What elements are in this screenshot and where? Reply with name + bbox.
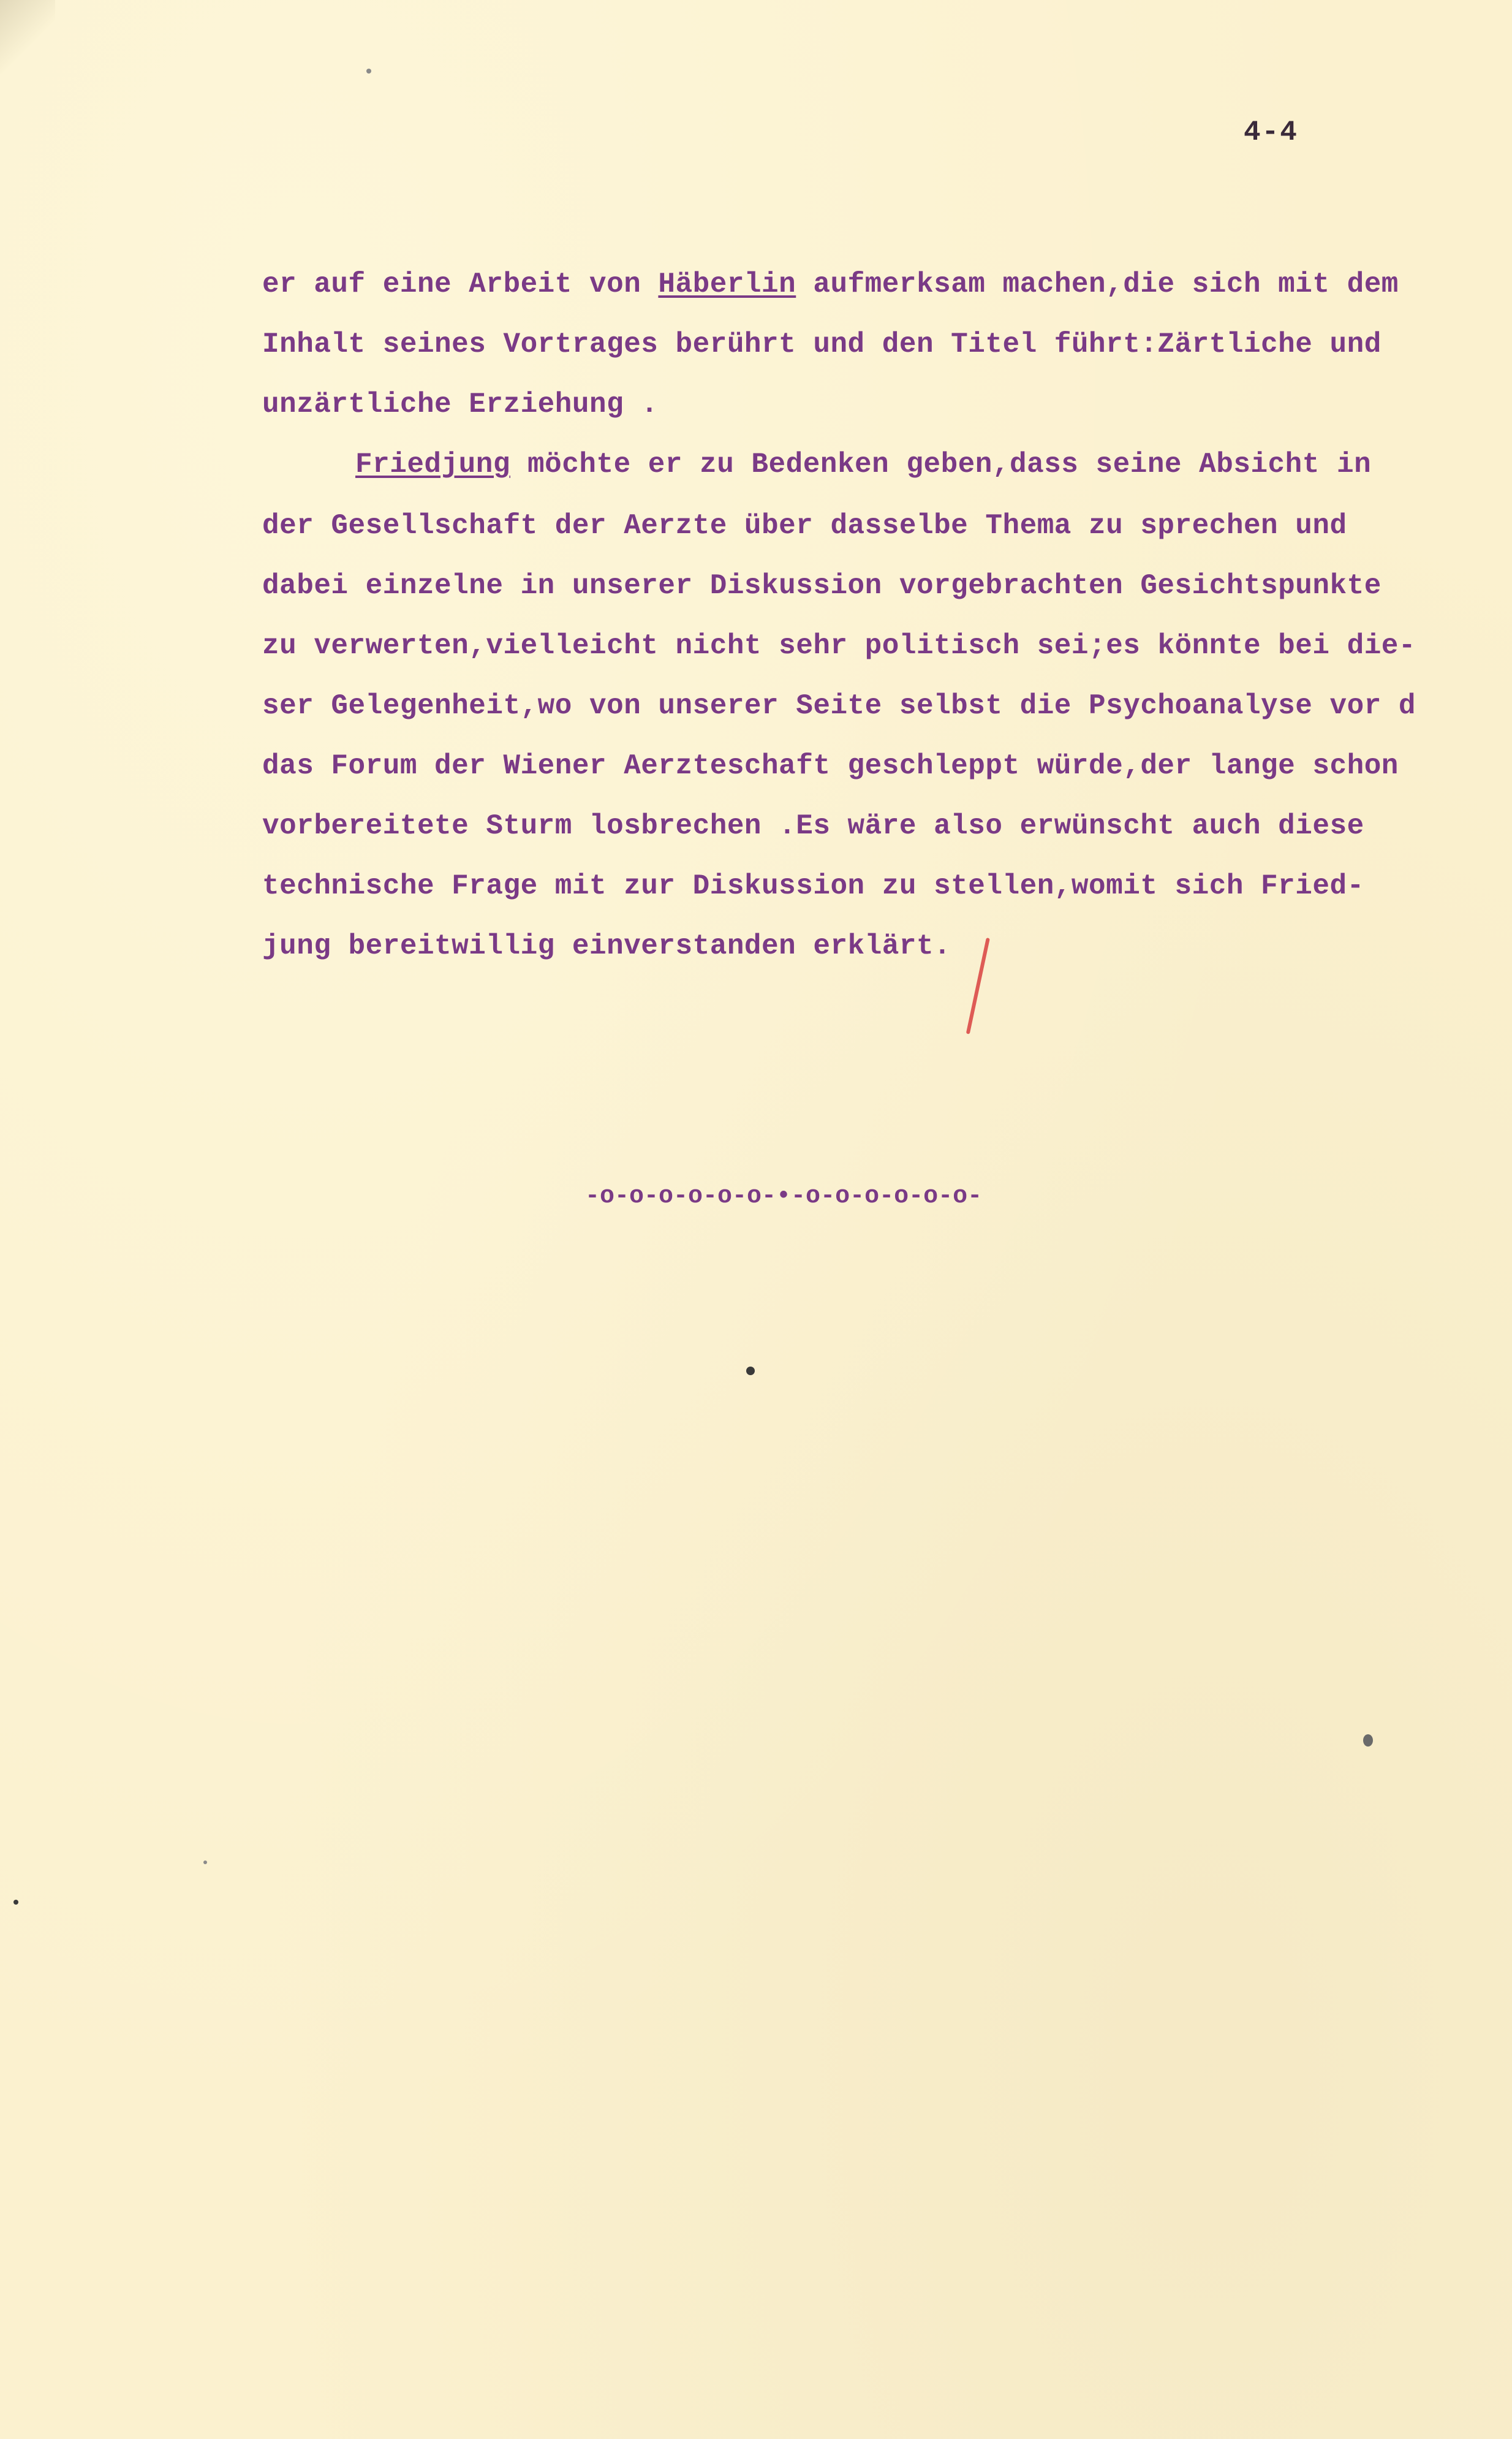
paper-speck <box>203 1861 207 1864</box>
text-segment: möchte er zu Bedenken geben,dass seine Absicht in <box>510 449 1372 480</box>
text-line-10: vorbereitete Sturm losbrechen .Es wäre also erwünscht auch diese <box>262 810 1364 842</box>
paper-speck <box>366 69 371 74</box>
text-line-2: Inhalt seines Vortrages berührt und den Titel führt:Zärtliche und <box>262 328 1382 360</box>
text-line-8: ser Gelegenheit,wo von unserer Seite selbst die Psychoanalyse vor d <box>262 690 1416 722</box>
paper-speck <box>746 1367 755 1375</box>
paper-corner-shading <box>0 0 55 74</box>
red-pencil-mark <box>966 938 990 1034</box>
page-number: 4-4 <box>1244 116 1298 148</box>
text-line-4 <box>355 449 1371 480</box>
text-line-5: der Gesellschaft der Aerzte über dasselbe Thema zu sprechen und <box>262 510 1347 542</box>
text-line-11: technische Frage mit zur Diskussion zu stellen,womit sich Fried- <box>262 870 1364 902</box>
text-line-12: jung bereitwillig einverstanden erklärt. <box>262 930 951 962</box>
underlined-name-friedjung: Friedjung <box>355 449 510 480</box>
text-line-7: zu verwerten,vielleicht nicht sehr politisch sei;es könnte bei die- <box>262 630 1416 662</box>
paper-speck <box>1363 1734 1373 1747</box>
text-line-6: dabei einzelne in unserer Diskussion vorgebrachten Gesichtspunkte <box>262 570 1382 602</box>
text-line-9: das Forum der Wiener Aerzteschaft geschleppt würde,der lange schon <box>262 750 1399 782</box>
text-segment: aufmerksam machen,die sich mit dem <box>796 268 1399 300</box>
section-divider: -o-o-o-o-o-o-•-o-o-o-o-o-o- <box>585 1183 983 1210</box>
underlined-name-haeberlin: Häberlin <box>658 268 796 300</box>
paper-speck <box>13 1900 18 1905</box>
text-segment: er auf eine Arbeit von <box>262 268 659 300</box>
text-line-1 <box>262 268 1399 300</box>
text-line-3: unzärtliche Erziehung . <box>262 389 659 420</box>
